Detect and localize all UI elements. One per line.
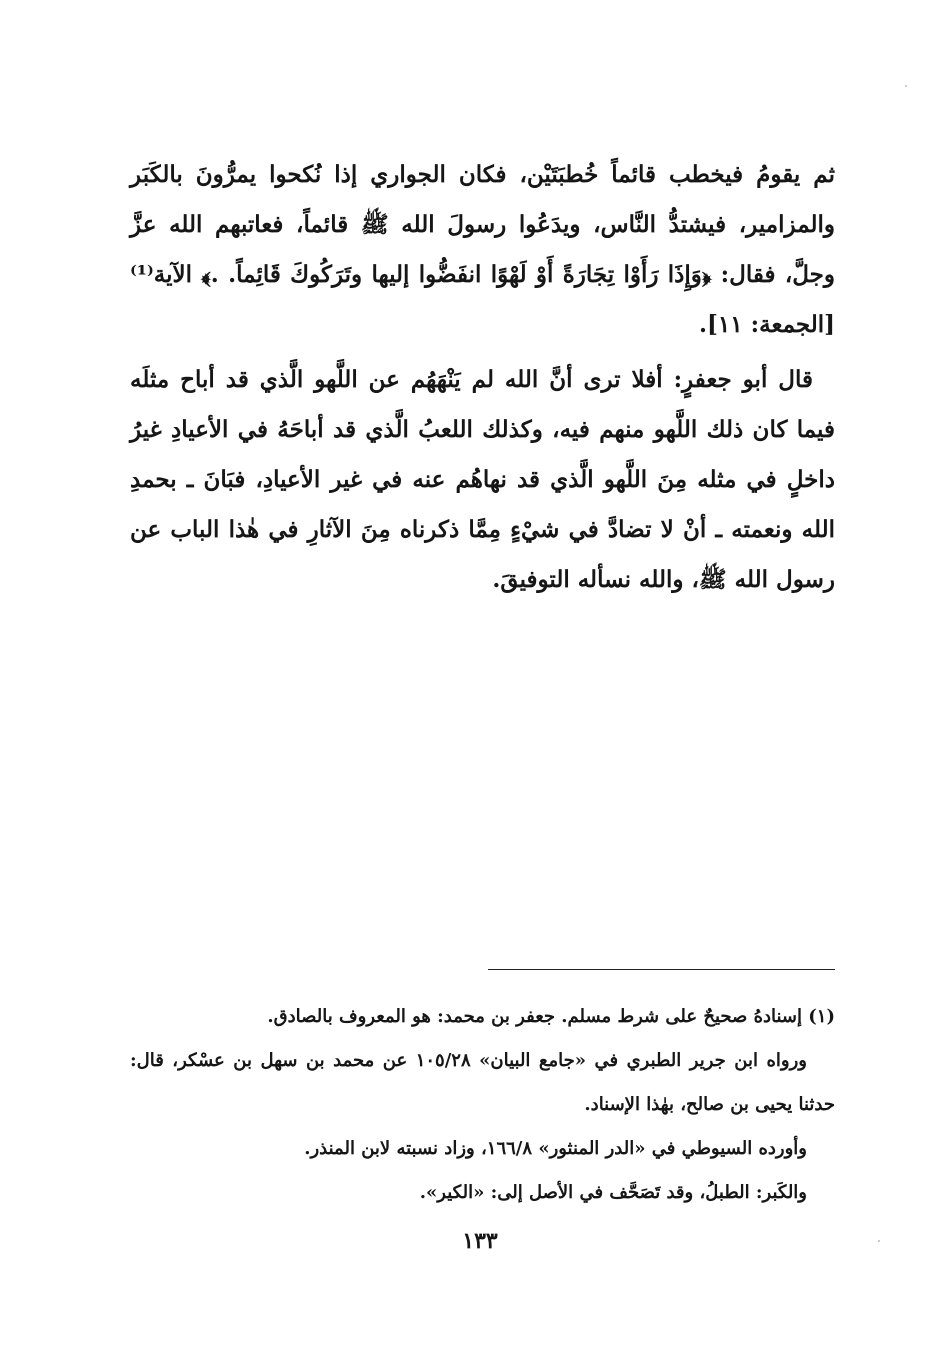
footnote-1-suyuti: وأورده السيوطي في «الدر المنثور» ١٦٦/٨، وزاد نسبته لابن المنذر. [304, 1138, 807, 1159]
footnote-1-source: ورواه ابن جرير الطبري في «جامع البيان» ١٠٥/٢٨ عن محمد بن سهل بن عسْكر، قال: حدثنا يحيى بن صالح، بهٰذا الإسناد. [130, 1050, 835, 1115]
main-text [130, 150, 835, 605]
footnotes [130, 995, 835, 1215]
scan-speck [878, 1240, 880, 1242]
footnote-1-note: والكَبر: الطبلُ، وقد تَصَحَّف في الأصل إلى: «الكير». [419, 1182, 807, 1203]
paragraph-1: ثم يقومُ فيخطب قائماً خُطبَتَيْن، فكان الجواري إذا نُكحوا يمرُّونَ بالكَبَر والمزامير، فيشتدُّ النَّاس، ويدَعُوا رسولَ الله ﷺ قائماً، فعاتبهم الله عزَّ وجلَّ، فقال: ﴿وَإِذَا رَأَوْا تِجَارَةً أَوْ لَهْوًا انفَضُّوا إليها وتَرَكُوكَ قَائِماً. .﴾ الآية⁽¹⁾ [الجمعة: ١١]. [130, 161, 835, 338]
paragraph-2: قال أبو جعفرٍ: أفلا ترى أنَّ الله لم يَنْهَهُم عن اللَّهو الَّذي قد أباح مثلَه فيما كان ذلك اللَّهو منهم فيه، وكذلك اللعبُ الَّذي قد أباحَهُ في الأعيادِ غيرُ داخلٍ في مثله مِنَ اللَّهو الَّذي قد نهاهُم عنه في غير الأعيادِ، فبَانَ ـ بحمدِ الله ونعمته ـ أنْ لا تضادَّ في شيْءٍ مِمَّا ذكرناه مِنَ الآثارِ في هٰذا الباب عن رسول الله ﷺ، والله نسأله التوفيقَ. [130, 366, 835, 593]
scan-speck [905, 85, 907, 87]
footnote-1: (١) إسنادهُ صحيحٌ على شرط مسلم. جعفر بن محمد: هو المعروف بالصادق. [267, 1006, 835, 1027]
page-number: ١٣٣ [462, 1228, 498, 1254]
footnote-separator [488, 969, 835, 970]
